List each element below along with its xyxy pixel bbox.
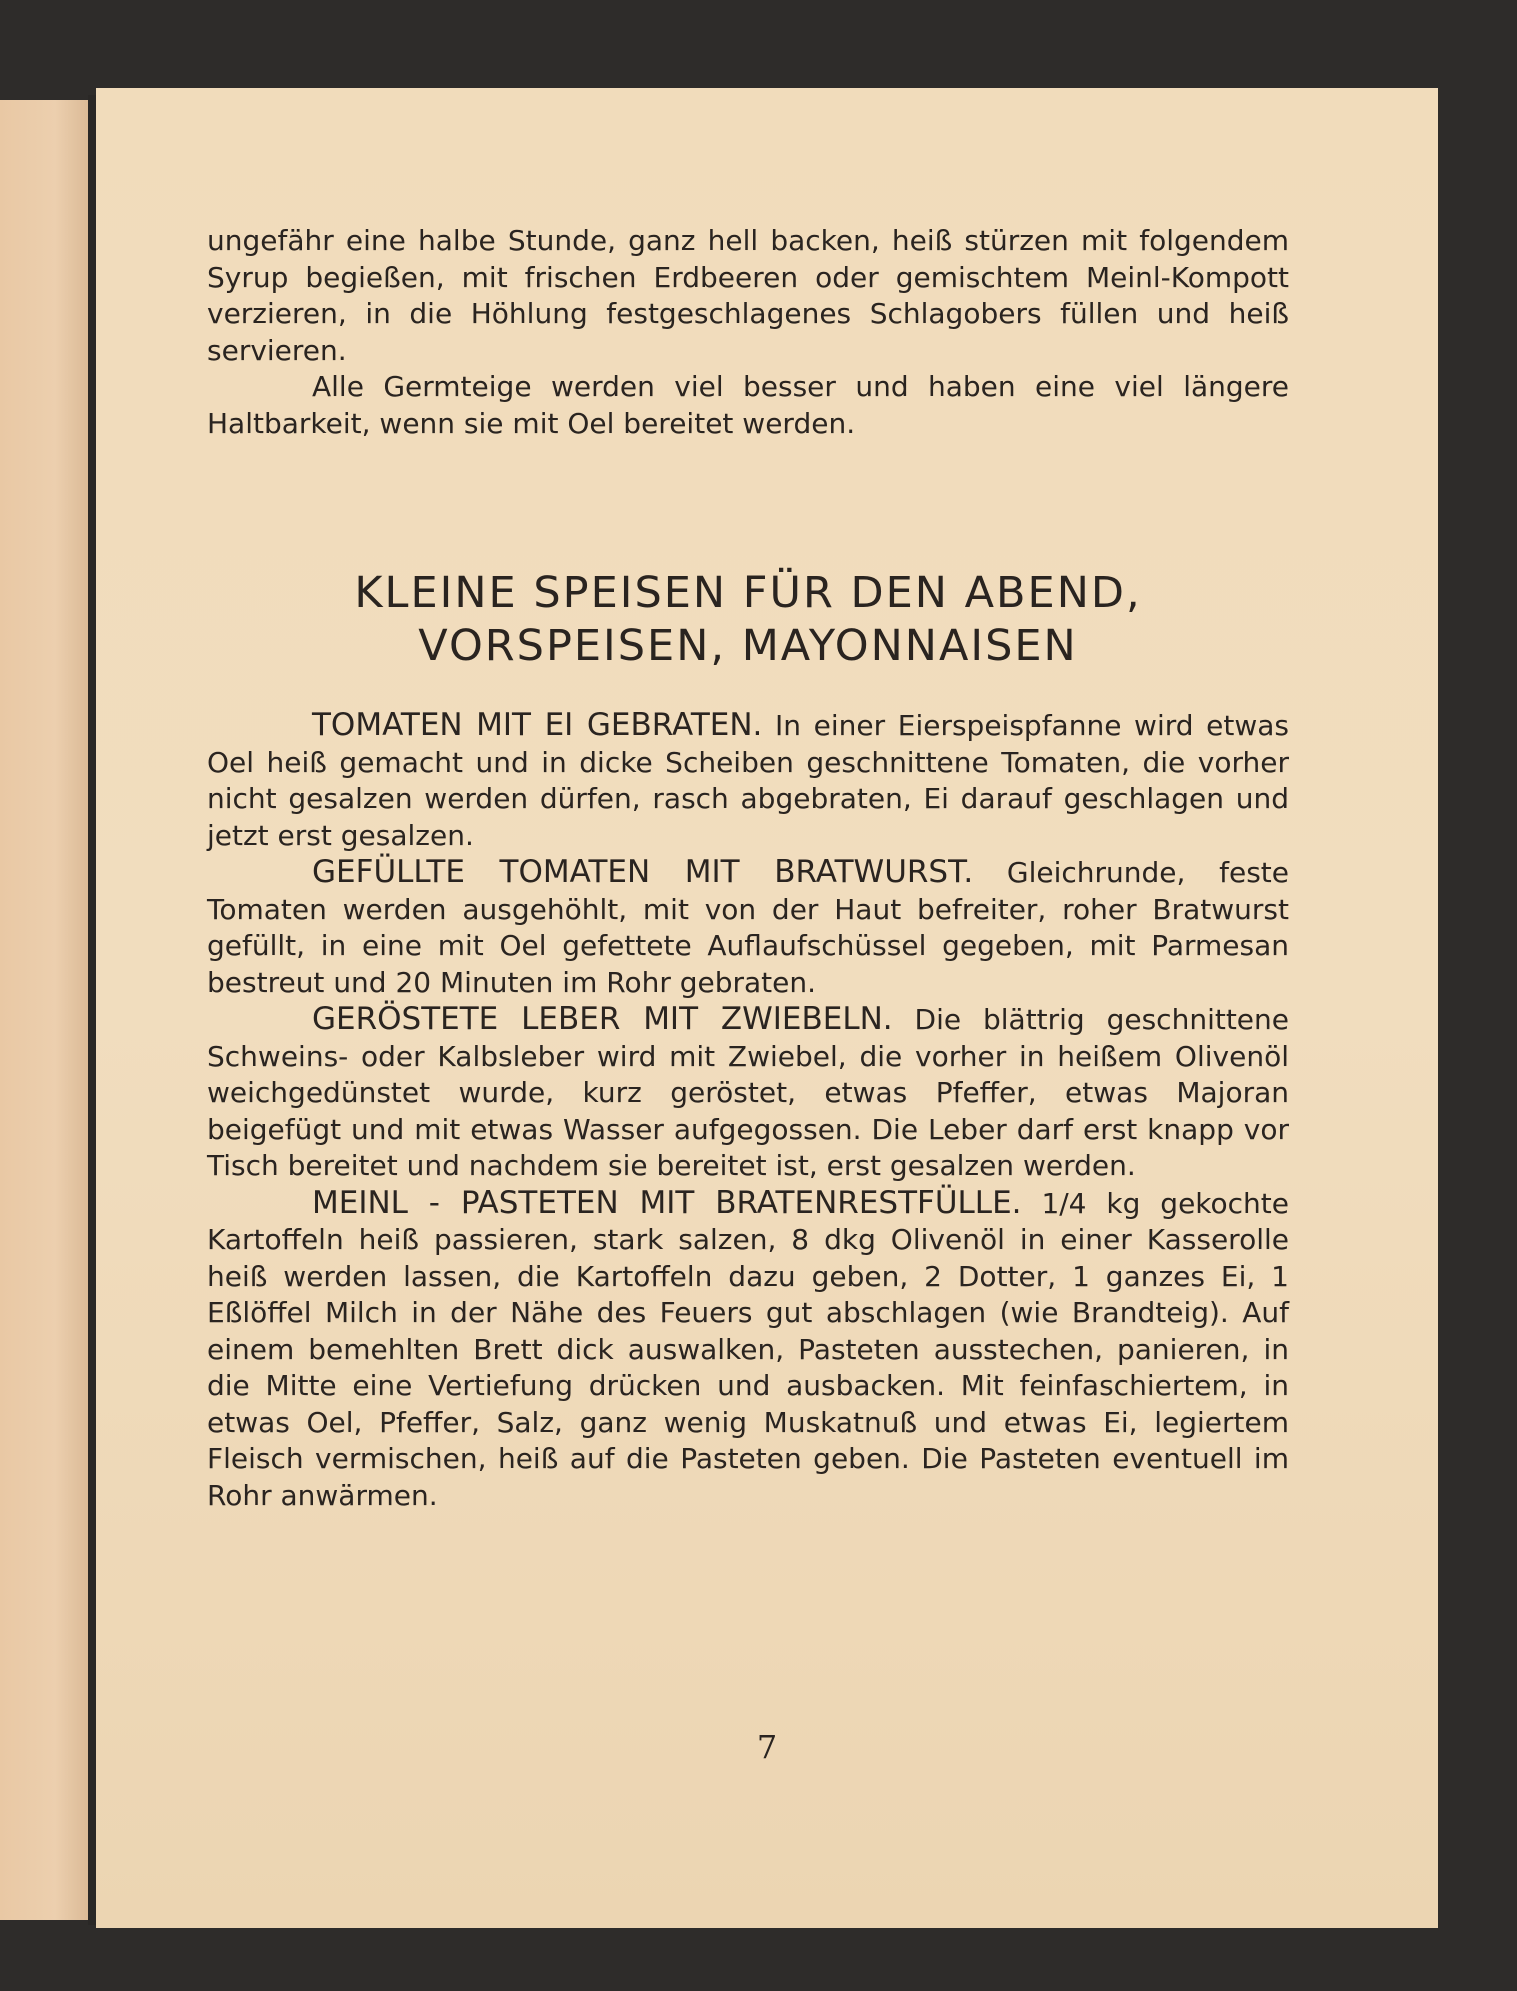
recipe-title: GEFÜLLTE TOMATEN MIT BRATWURST.	[312, 854, 974, 890]
page-content	[207, 223, 1289, 1514]
recipe-gefuellte-tomaten	[207, 854, 1289, 1001]
section-heading: KLEINE SPEISEN FÜR DEN ABEND, VORSPEISEN, MAYONNAISEN	[354, 568, 1142, 671]
recipe-tomaten-mit-ei	[207, 707, 1289, 854]
intro-paragraph-2: Alle Germteige werden viel besser und haben eine viel längere Haltbarkeit, wenn sie mit Oel bereitet werden.	[207, 370, 1289, 440]
recipe-text: In einer Eierspeispfanne wird etwas Oel heiß gemacht und in dicke Scheiben geschnittene Tomaten, die vorher nicht gesalzen werden dürfen, rasch abgebraten, Ei darauf geschlagen und jetzt erst gesalzen.	[207, 709, 1289, 852]
recipe-text: 1/4 kg gekochte Kartoffeln heiß passieren, stark salzen, 8 dkg Olivenöl in einer Kasserolle heiß werden lassen, die Kartoffeln dazu geben, 2 Dotter, 1 ganzes Ei, 1 Eßlöffel Milch in der Nähe des Feuers gut abschlagen (wie Brandteig). Auf einem bemehlten Brett dick auswalken, Pasteten ausstechen, panieren, in die Mitte eine Vertiefung drücken und ausbacken. Mit feinfaschiertem, in etwas Oel, Pfeffer, Salz, ganz wenig Muskatnuß und etwas Ei, legiertem Fleisch vermischen, heiß auf die Pasteten geben. Die Pasteten eventuell im Rohr anwärmen.	[207, 1186, 1289, 1512]
facing-page-edge	[0, 100, 92, 1920]
recipe-title: TOMATEN MIT EI GEBRATEN.	[312, 707, 763, 743]
book-gutter	[88, 95, 96, 1925]
recipe-text: Gleichrunde, feste Tomaten werden ausgehöhlt, mit von der Haut befreiter, roher Bratwurst gefüllt, in eine mit Oel gefettete Auflaufschüssel gegeben, mit Parmesan bestreut und 20 Minuten im Rohr gebraten.	[207, 856, 1289, 999]
intro-paragraph-1: ungefähr eine halbe Stunde, ganz hell backen, heiß stürzen mit folgendem Syrup begießen, mit frischen Erdbeeren oder gemischtem Meinl-Kompott verzieren, in die Höhlung festgeschlagenes Schlagobers füllen und heiß servieren.	[207, 224, 1289, 367]
recipe-title: MEINL - PASTETEN MIT BRATENRESTFÜLLE.	[312, 1184, 1022, 1221]
recipe-meinl-pasteten	[207, 1185, 1289, 1515]
recipe-title: GERÖSTETE LEBER MIT ZWIEBELN.	[312, 1001, 893, 1037]
book-page	[96, 88, 1438, 1928]
recipe-geroestete-leber	[207, 1001, 1289, 1185]
recipe-text: Die blättrig geschnittene Schweins- oder Kalbsleber wird mit Zwiebel, die vorher in heißem Olivenöl weichgedünstet wurde, kurz geröstet, etwas Pfeffer, etwas Majoran beigefügt und mit etwas Wasser aufgegossen. Die Leber darf erst knapp vor Tisch bereitet und nachdem sie bereitet ist, erst gesalzen werden.	[207, 1003, 1289, 1182]
page-number: 7	[756, 1728, 778, 1766]
